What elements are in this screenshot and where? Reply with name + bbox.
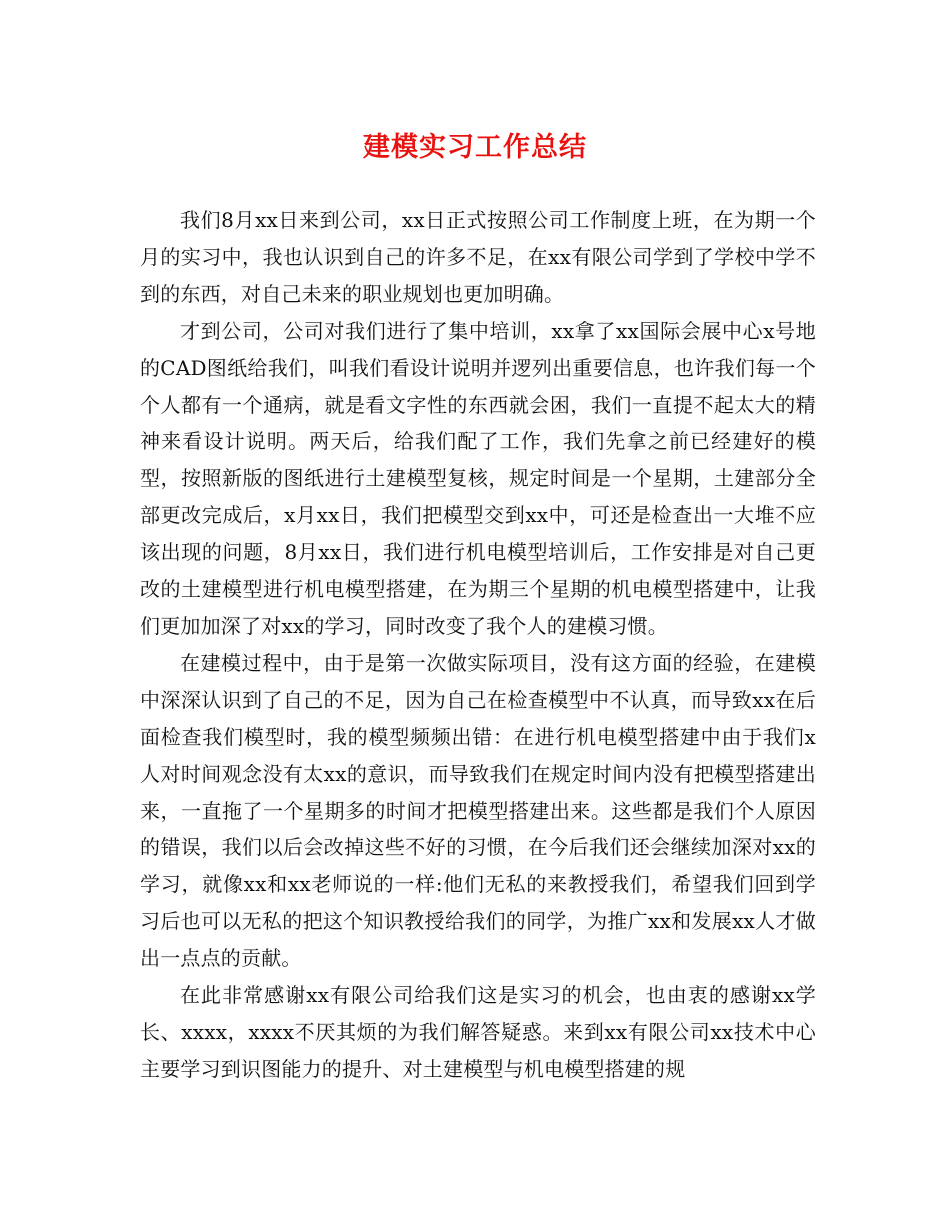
paragraph-2: 才到公司，公司对我们进行了集中培训，xx拿了xx国际会展中心x号地的CAD图纸给我们，叫我们看设计说明并逻列出重要信息，也许我们每一个个人都有一个通病，就是看文字性的东西就会困，我们一直提不起太大的精神来看设计说明。两天后，给我们配了工作，我们先拿之前已经建好的模型，按照新版的图纸进行土建模型复核，规定时间是一个星期，土建部分全部更改完成后，x月xx日，我们把模型交到xx中，可还是检查出一大堆不应该出现的问题，8月xx日，我们进行机电模型培训后，工作安排是对自己更改的土建模型进行机电模型搭建，在为期三个星期的机电模型搭建中，让我们更加加深了对xx的学习，同时改变了我个人的建模习惯。: [140, 318, 816, 638]
paragraph-1: 我们8月xx日来到公司，xx日正式按照公司工作制度上班，在为期一个月的实习中，我也认识到自己的许多不足，在xx有限公司学到了学校中学不到的东西，对自己未来的职业规划也更加明确。: [140, 208, 816, 306]
paragraph-4: 在此非常感谢xx有限公司给我们这是实习的机会，也由衷的感谢xx学长、xxxx，xxxx不厌其烦的为我们解答疑惑。来到xx有限公司xx技术中心主要学习到识图能力的提升、对土建模型与机电模型搭建的规: [140, 983, 816, 1081]
document-body: [140, 202, 816, 1088]
document-title: 建模实习工作总结: [363, 132, 587, 163]
paragraph-3: 在建模过程中，由于是第一次做实际项目，没有这方面的经验，在建模中深深认识到了自己的不足，因为自己在检查模型中不认真，而导致xx在后面检查我们模型时，我的模型频频出错：在进行机电模型搭建中由于我们x人对时间观念没有太xx的意识，而导致我们在规定时间内没有把模型搭建出来，一直拖了一个星期多的时间才把模型搭建出来。这些都是我们个人原因的错误，我们以后会改掉这些不好的习惯，在今后我们还会继续加深对xx的学习，就像xx和xx老师说的一样:他们无私的来教授我们，希望我们回到学习后也可以无私的把这个知识教授给我们的同学，为推广xx和发展xx人才做出一点点的贡献。: [140, 650, 816, 971]
